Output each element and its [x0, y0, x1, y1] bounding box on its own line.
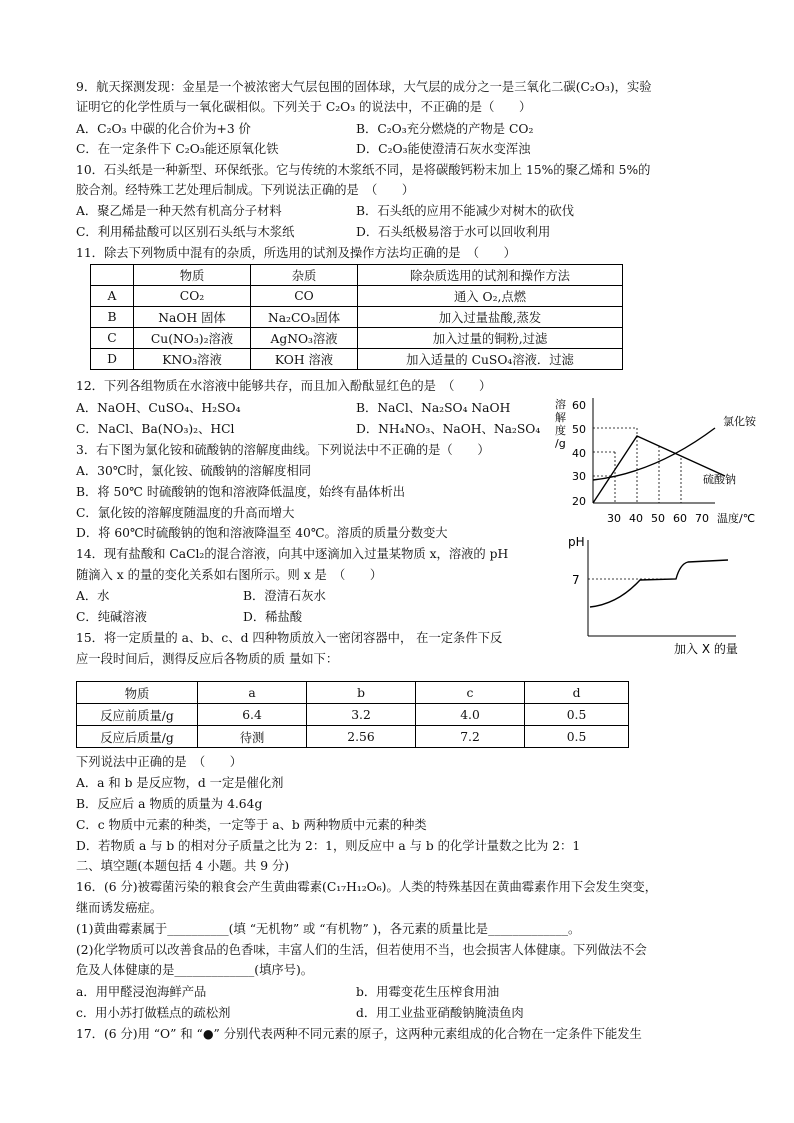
q10-option-b: B．石头纸的应用不能减少对树木的砍伐 — [356, 204, 575, 218]
q16-option-d: d．用工业盐亚硝酸钠腌渍鱼肉 — [356, 1006, 524, 1020]
table-cell: KNO₃溶液 — [134, 349, 251, 370]
table-cell: 通入 O₂,点燃 — [358, 286, 623, 307]
q13-stem: 3．右下图为氯化铵和硫酸钠的溶解度曲线。下列说法中不正确的是（ ） — [76, 443, 490, 457]
table-cell: C — [91, 328, 134, 349]
table-row — [91, 349, 623, 370]
fig1-sodium-sulfate-curve — [593, 436, 725, 503]
q10-option-d: D．石头纸极易溶于水可以回收利用 — [356, 225, 551, 239]
q15-option-b: B．反应后 a 物质的质量为 4.64g — [76, 797, 263, 811]
table-row — [77, 726, 629, 748]
table-cell: 6.4 — [198, 704, 307, 726]
q9-option-d: D．C₂O₃能使澄清石灰水变浑浊 — [356, 142, 531, 156]
table-cell: c — [416, 682, 525, 704]
table-cell: 反应后质量/g — [77, 726, 198, 748]
q15-option-c: C．c 物质中元素的种类，一定等于 a、b 两种物质中元素的种类 — [76, 818, 427, 832]
q16-part1: (1)黄曲霉素属于__________(填 “无机物” 或 “有机物” )，各元素的质量比是_____________。 — [76, 922, 581, 936]
q9-option-b: B．C₂O₃充分燃烧的产物是 CO₂ — [356, 122, 534, 136]
q16-stem-line1: 16．(6 分)被霉菌污染的粮食会产生黄曲霉素(C₁₇H₁₂O₆)。人类的特殊基因在黄曲霉素作用下会发生突变， — [76, 880, 658, 894]
q13-option-c: C．氯化铵的溶解度随温度的升高而增大 — [76, 506, 295, 520]
table-cell: 3.2 — [307, 704, 416, 726]
table-cell: B — [91, 307, 134, 328]
table-cell: b — [307, 682, 416, 704]
fig1-legend-ammonium-chloride: 氯化铵 — [723, 415, 756, 428]
q12-option-b: B．NaCl、Na₂SO₄ NaOH — [356, 401, 511, 415]
table-row — [91, 286, 623, 307]
table-cell: d — [525, 682, 629, 704]
table-cell: 0.5 — [525, 704, 629, 726]
table-cell: 待测 — [198, 726, 307, 748]
section-heading: 二、填空题(本题包括 4 小题。共 9 分) — [76, 859, 290, 873]
fig1-ytick: 50 — [572, 423, 586, 436]
fig1-xtick: 70 — [695, 512, 709, 525]
table-cell: 加入过量的铜粉,过滤 — [358, 328, 623, 349]
table-cell: Na₂CO₃固体 — [251, 307, 358, 328]
table-cell: 2.56 — [307, 726, 416, 748]
table-cell: AgNO₃溶液 — [251, 328, 358, 349]
q13-option-a: A．30℃时，氯化铵、硫酸钠的溶解度相同 — [76, 464, 312, 478]
q12-option-a: A．NaOH、CuSO₄、H₂SO₄ — [76, 401, 241, 415]
fig1-ytick: 20 — [572, 495, 586, 508]
q16-part2-line1: (2)化学物质可以改善食品的色香味，丰富人们的生活，但若使用不当，也会损害人体健康。下列做法不会 — [76, 943, 647, 957]
q16-part2-line2: 危及人体健康的是_____________(填序号)。 — [76, 963, 314, 977]
q9-option-c: C．在一定条件下 C₂O₃能还原氧化铁 — [76, 142, 279, 156]
fig1-xtick: 30 — [607, 512, 621, 525]
table-cell: 7.2 — [416, 726, 525, 748]
q14-stem-line2: 随滴入 x 的量的变化关系如右图所示。则 x 是 （ ） — [76, 568, 383, 582]
fig1-legend-sodium-sulfate: 硫酸钠 — [703, 473, 736, 486]
fig1-ylabel-char: 溶 — [555, 398, 566, 411]
fig1-ytick: 30 — [572, 470, 586, 483]
table-header-row — [91, 265, 623, 286]
table-cell: 物质 — [134, 265, 251, 286]
table-cell: 加入适量的 CuSO₄溶液．过滤 — [358, 349, 623, 370]
fig1-xtick: 60 — [673, 512, 687, 525]
q10-option-a: A．聚乙烯是一种天然有机高分子材料 — [76, 204, 282, 218]
q17-stem-line1: 17．(6 分)用 “O” 和 “●” 分别代表两种不同元素的原子，这两种元素组成的化合物在一定条件下能发生 — [76, 1027, 642, 1041]
fig1-ytick: 40 — [572, 447, 586, 460]
q11-table — [90, 264, 623, 370]
q13-option-b: B．将 50℃ 时硫酸钠的饱和溶液降低温度，始终有晶体析出 — [76, 485, 406, 499]
table-cell: a — [198, 682, 307, 704]
q10-stem-line1: 10．石头纸是一种新型、环保纸张。它与传统的木浆纸不同，是将碳酸钙粉末加上 15%的聚乙烯和 5%的 — [76, 163, 651, 177]
table-row — [91, 307, 623, 328]
fig1-xlabel: 温度/℃ — [717, 512, 756, 525]
q15-stem-line2: 应一段时间后，测得反应后各物质的质 量如下： — [76, 652, 339, 666]
table-cell — [91, 265, 134, 286]
fig1-ammonium-chloride-curve — [593, 428, 715, 480]
q14-option-d: D．稀盐酸 — [243, 610, 303, 624]
table-cell: D — [91, 349, 134, 370]
q12-stem: 12．下列各组物质在水溶液中能够共存，而且加入酚酞显红色的是 （ ） — [76, 379, 492, 393]
q16-stem-line2: 继而诱发癌症。 — [76, 901, 163, 915]
q9-stem-line2: 证明它的化学性质与一氧化碳相似。下列关于 C₂O₃ 的说法中，不正确的是（ ） — [76, 100, 532, 114]
q12-option-d: D．NH₄NO₃、NaOH、Na₂SO₄ — [356, 422, 541, 436]
q14-option-c: C．纯碱溶液 — [76, 610, 147, 624]
fig1-ylabel-char: 解 — [555, 411, 566, 424]
q15-stem-line1: 15．将一定质量的 a、b、c、d 四种物质放入一密闭容器中， 在一定条件下反 — [76, 631, 503, 645]
table-cell: 加入过量盐酸,蒸发 — [358, 307, 623, 328]
solubility-curve-figure — [545, 388, 775, 528]
table-cell: 反应前质量/g — [77, 704, 198, 726]
fig2-ph-curve — [590, 560, 728, 607]
table-row — [91, 328, 623, 349]
fig1-xtick: 40 — [629, 512, 643, 525]
q15-question: 下列说法中正确的是 （ ） — [76, 755, 243, 769]
table-header-row — [77, 682, 629, 704]
table-cell: CO₂ — [134, 286, 251, 307]
q9-stem-line1: 9．航天探测发现：金星是一个被浓密大气层包围的固体球，大气层的成分之一是三氧化二碳(C₂O₃)，实验 — [76, 80, 652, 94]
q9-option-a: A．C₂O₃ 中碳的化合价为+3 价 — [76, 122, 251, 136]
q14-option-a: A．水 — [76, 589, 110, 603]
q15-option-a: A．a 和 b 是反应物，d 一定是催化剂 — [76, 776, 284, 790]
table-cell: 4.0 — [416, 704, 525, 726]
q11-stem: 11．除去下列物质中混有的杂质，所选用的试剂及操作方法均正确的是 （ ） — [76, 246, 516, 260]
q14-stem-line1: 14．现有盐酸和 CaCl₂的混合溶液，向其中逐滴加入过量某物质 x，溶液的 pH — [76, 547, 509, 561]
table-row — [77, 704, 629, 726]
fig2-ytick: 7 — [572, 573, 580, 587]
q15-option-d: D．若物质 a 与 b 的相对分子质量之比为 2：1，则反应中 a 与 b 的化学计量数之比为 2：1 — [76, 839, 581, 853]
table-cell: KOH 溶液 — [251, 349, 358, 370]
fig1-ylabel-char: 度 — [555, 424, 566, 437]
fig2-xlabel: 加入 X 的量 — [674, 642, 738, 656]
q16-option-a: a．用甲醛浸泡海鲜产品 — [76, 985, 207, 999]
table-cell: CO — [251, 286, 358, 307]
q10-stem-line2: 胶合剂。经特殊工艺处理后制成。下列说法正确的是 （ ） — [76, 183, 415, 197]
fig2-ylabel: pH — [568, 535, 585, 549]
q14-option-b: B．澄清石灰水 — [243, 589, 326, 603]
ph-curve-figure — [568, 532, 768, 657]
q13-option-d: D．将 60℃时硫酸钠的饱和溶液降温至 40℃。溶质的质量分数变大 — [76, 526, 448, 540]
fig1-ytick: 60 — [572, 399, 586, 412]
q15-table — [76, 681, 629, 748]
table-cell: Cu(NO₃)₂溶液 — [134, 328, 251, 349]
q12-option-c: C．NaCl、Ba(NO₃)₂、HCl — [76, 422, 235, 436]
table-cell: 杂质 — [251, 265, 358, 286]
fig1-xtick: 50 — [651, 512, 665, 525]
q10-option-c: C．利用稀盐酸可以区别石头纸与木浆纸 — [76, 225, 295, 239]
q16-option-c: c．用小苏打做糕点的疏松剂 — [76, 1006, 231, 1020]
fig1-ylabel-char: /g — [555, 437, 566, 450]
table-cell: NaOH 固体 — [134, 307, 251, 328]
q16-option-b: b．用霉变花生压榨食用油 — [356, 985, 500, 999]
table-cell: 物质 — [77, 682, 198, 704]
table-cell: 除杂质选用的试剂和操作方法 — [358, 265, 623, 286]
table-cell: 0.5 — [525, 726, 629, 748]
table-cell: A — [91, 286, 134, 307]
